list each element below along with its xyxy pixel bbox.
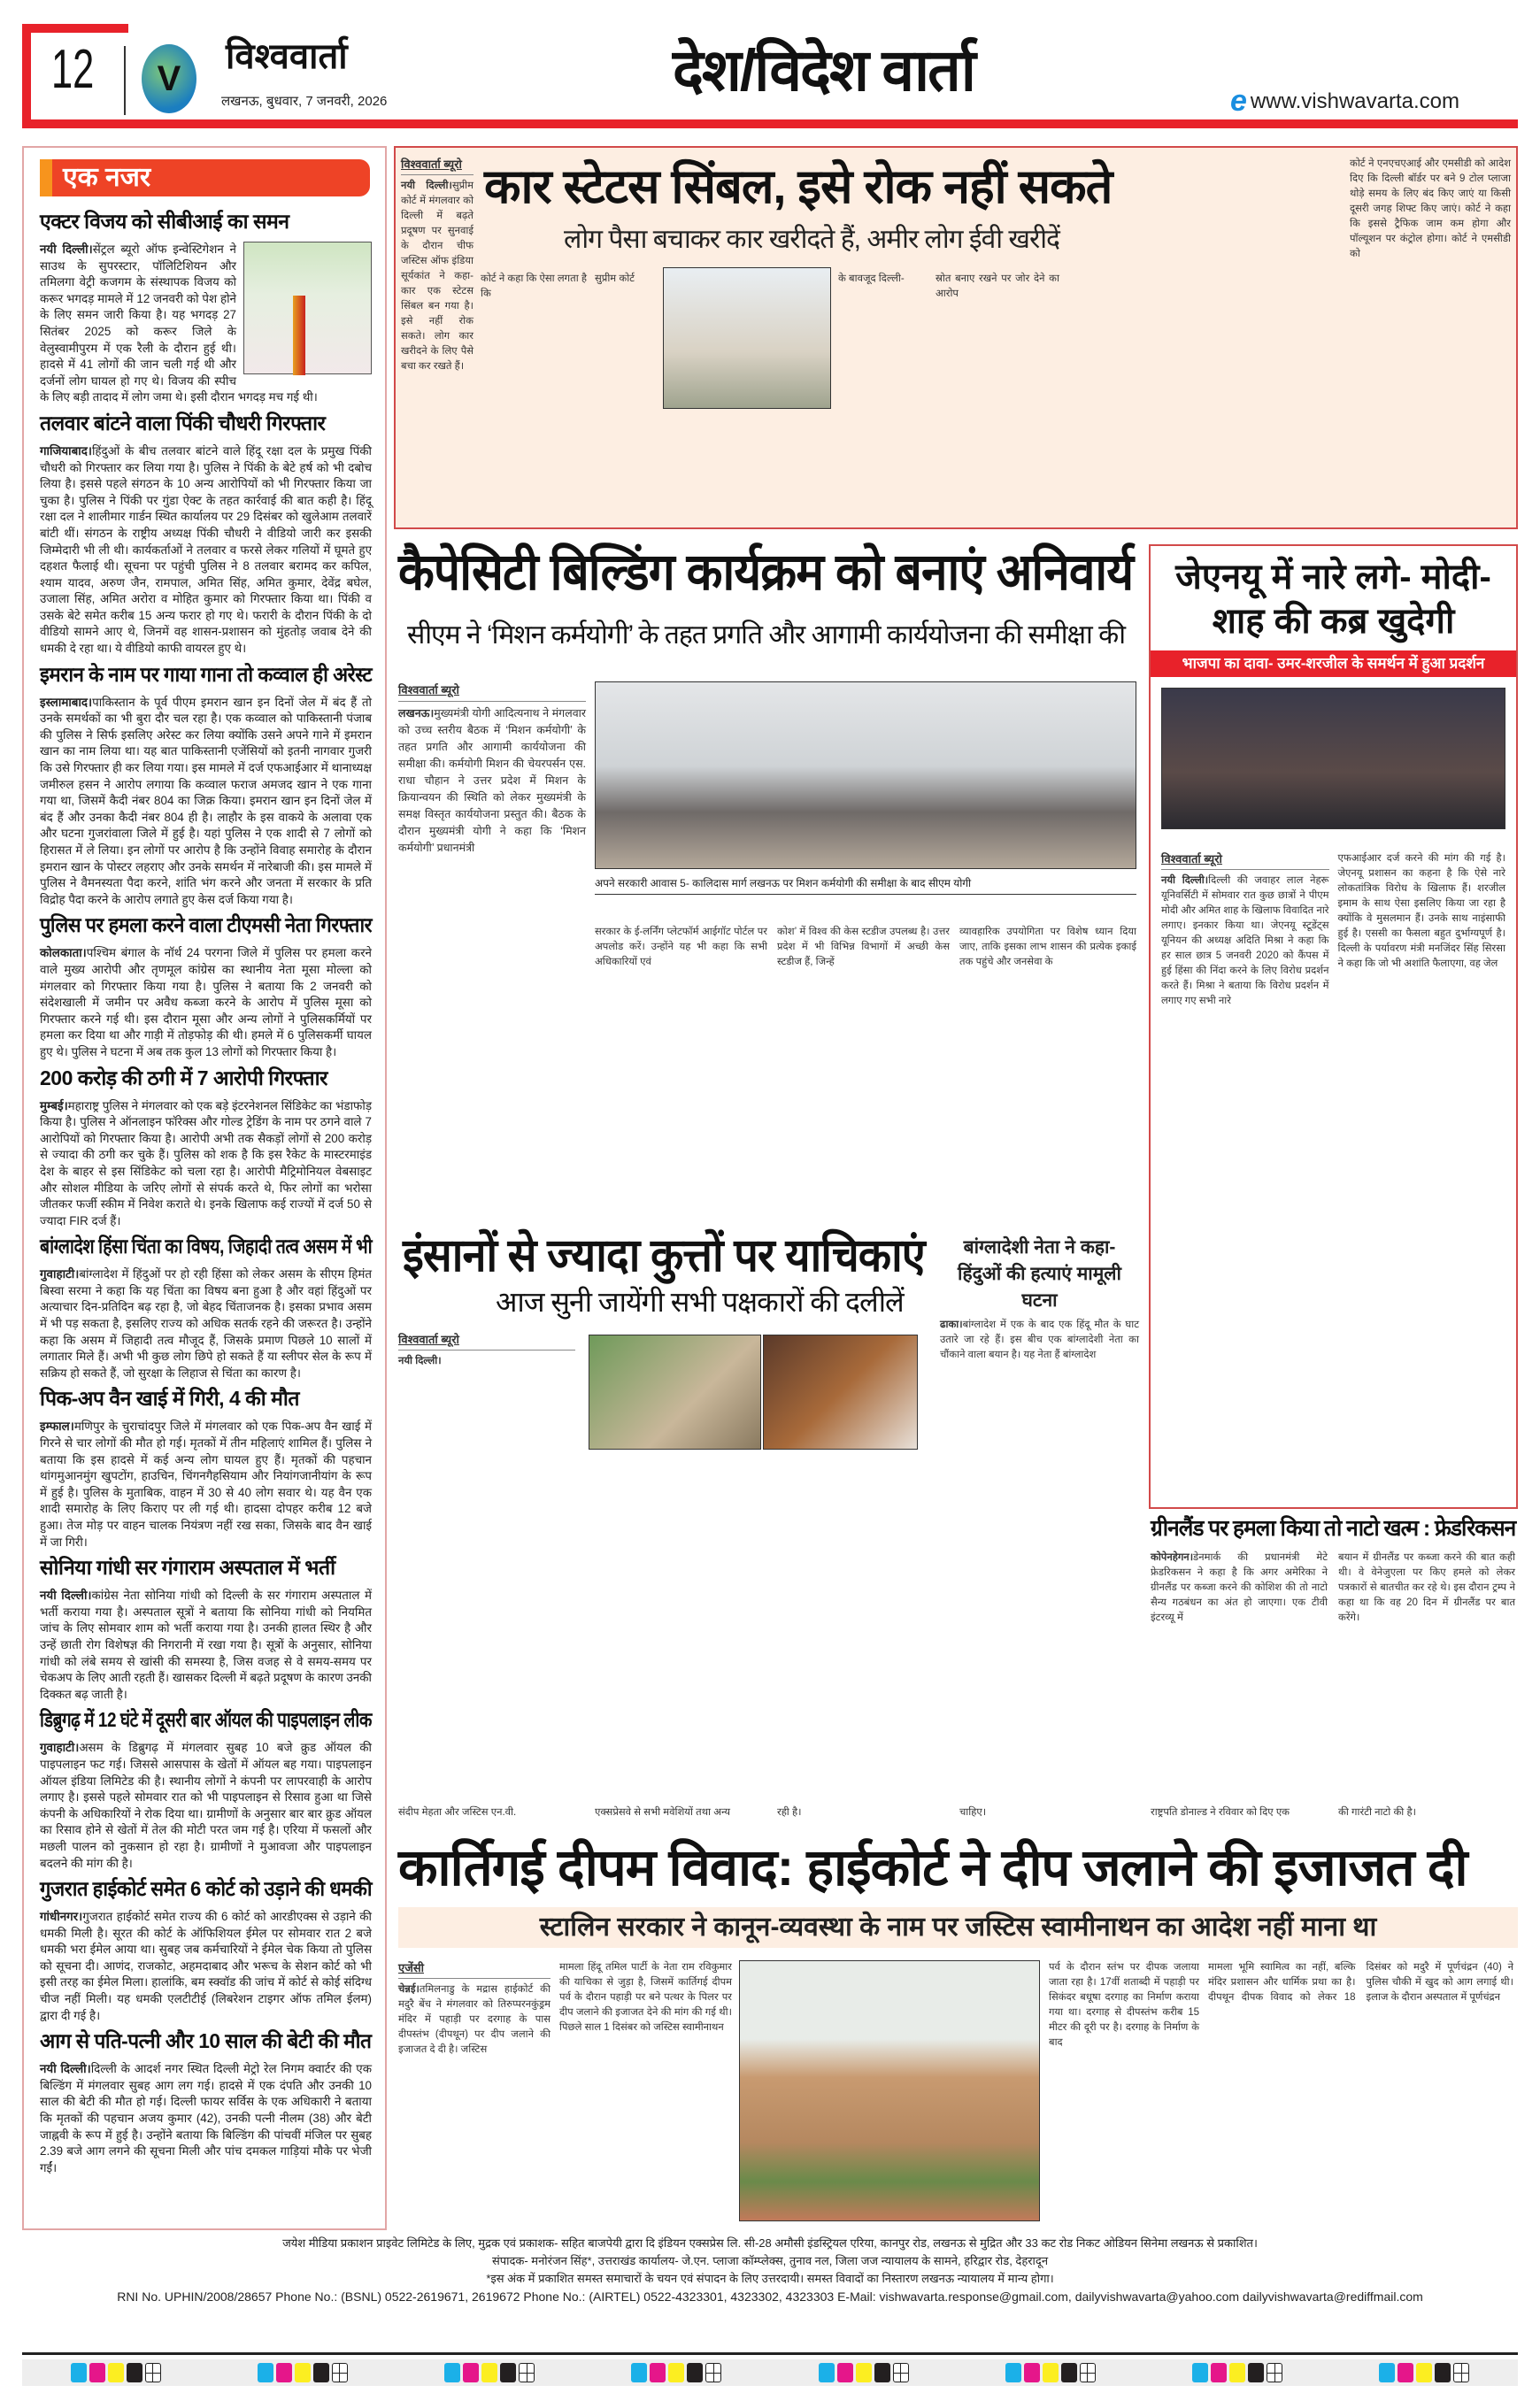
body-text: कोर्ट ने एनएचएआई और एमसीडी को आदेश दिए कि दिल्ली बॉर्डर पर बने 9 टोल प्लाजा थोड़े समय के लिए बंद किए जाएं या किसी दूसरी जगह शिफ्ट किए जाएं। कोर्ट ने कहा कि इससे ट्रैफिक जाम कम होगा और पॉल्यूशन पर कंट्रोल होगा। कोर्ट ने एमसीडी को — [1350, 158, 1511, 259]
masthead-rule — [22, 119, 1518, 128]
story-body — [40, 1266, 372, 1381]
body-text: व्यावहारिक उपयोगिता पर विशेष ध्यान दिया जाए, ताकि इसका लाभ शासन की प्रत्येक इकाई तक पहुंचे और जनसेवा के — [959, 927, 1136, 967]
story-body — [40, 945, 372, 1060]
color-swatch — [463, 2363, 479, 2382]
color-swatch — [1416, 2363, 1432, 2382]
website-url[interactable]: www.vishwavarta.com — [1250, 88, 1459, 113]
body-text: कांग्रेस नेता सोनिया गांधी को दिल्ली के सर गंगाराम अस्पताल में भर्ती कराया गया है। अस्पताल सूत्रों ने बताया कि सोनिया गांधी को नियमित जांच के लिए सोमवार शाम को भर्ती कराया गया है। उनकी हालत स्थिर है और उन्हें छाती रोग विशेषज्ञ की निगरानी में रखा गया है। सूत्रों के अनुसार, सोनिया गांधी को लंबे समय से खांसी की समस्या है, जिस वजह से वे समय-समय पर चेकअप के लिए आती रहती हैं। खासकर दिल्ली में बढ़ते प्रदूषण के कारण उनकी दिक्कत बढ़ जाती है। — [40, 1589, 372, 1701]
story-headline: तलवार बांटने वाला पिंकी चौधरी गिरफ्तार — [40, 411, 326, 435]
story-headline: सोनिया गांधी सर गंगाराम अस्पताल में भर्ती — [40, 1556, 335, 1580]
body-text: पर्व के दौरान स्तंभ पर दीपक जलाया जाता रहा है। 17वीं शताब्दी में पहाड़ी पर सिकंदर बधूषा दरगाह का निर्माण कराया गया था। दरगाह से दीपस्तंभ करीब 15 मीटर की दूरी पर है। दरगाह के निर्माण के बाद — [1049, 1962, 1199, 2048]
color-swatch-group — [258, 2363, 348, 2382]
body-text: बांग्लादेश में हिंदुओं पर हो रही हिंसा को लेकर असम के सीएम हिमंत बिस्वा सरमा ने कहा कि यह चिंता का विषय बना हुआ है और वहां हिंदुओं पर अत्याचार दिन-प्रतिदिन बढ़ रहा है, जो बेहद चिंताजनक है। इसका प्रभाव असम में भी पड़ सकता है, इसलिए राज्य को अधिक सतर्क रहने की जरूरत है। उन्होंने कहा कि असम में जिहादी तत्व मौजूद हैं, जिसके प्रमाण पिछले 10 सालों में लगातार मिले हैं। अभी भी कुछ लोग छिपे हो सकते हैं या स्लीपर सेल के रूप में सक्रिय हो सकते हैं, जो सुरक्षा के लिहाज से चिंता का कारण है। — [40, 1267, 372, 1380]
masthead-accent-top — [22, 24, 128, 33]
jnu-col1 — [1161, 851, 1329, 1009]
story-headline: इमरान के नाम पर गाया गाना तो कव्वाल ही अरेस्ट — [40, 662, 373, 686]
color-swatch — [295, 2363, 311, 2382]
color-swatch — [276, 2363, 292, 2382]
body-text: की गारंटी नाटो की है। — [1338, 1807, 1416, 1818]
capacity-subhead: सीएम ने ‘मिशन कर्मयोगी’ के तहत प्रगति और आगामी कार्ययोजना की समीक्षा की — [407, 620, 1125, 650]
color-swatch — [1435, 2363, 1451, 2382]
dogs-photo — [589, 1335, 761, 1450]
color-swatch — [71, 2363, 87, 2382]
vijay-photo — [243, 242, 372, 374]
color-swatch — [874, 2363, 890, 2382]
dateline: लखनऊ। — [398, 707, 435, 720]
color-swatch — [1211, 2363, 1227, 2382]
color-swatch — [687, 2363, 703, 2382]
jnu-protest-photo — [1161, 688, 1505, 829]
body-text: चाहिए। — [959, 1807, 987, 1818]
byline: विश्ववार्ता ब्यूरो — [1161, 851, 1329, 870]
masthead-accent-left — [22, 24, 31, 128]
registration-mark-icon — [893, 2363, 909, 2382]
color-swatch — [668, 2363, 684, 2382]
byline: एजेंसी — [398, 1960, 551, 1979]
dateline: नयी दिल्ली। — [398, 1356, 442, 1366]
dateline: गांधीनगर। — [40, 1910, 83, 1924]
color-swatch — [1398, 2363, 1413, 2382]
registration-mark-icon — [332, 2363, 348, 2382]
story-headline: बांग्लादेश हिंसा चिंता का विषय, जिहादी तत्व असम में भी — [40, 1235, 373, 1258]
section-title: देश/विदेश वार्ता — [673, 37, 974, 103]
body-text: बांग्लादेश में एक के बाद एक हिंदू मौत के घाट उतारे जा रहे हैं। इस बीच एक बांग्लादेशी नेता का चौंकाने वाला बयान है। यह नेता हैं बांग्लादेश — [940, 1320, 1139, 1360]
color-swatch-group — [1005, 2363, 1096, 2382]
story-headline: 200 करोड़ की ठगी में 7 आरोपी गिरफ्तार — [40, 1066, 327, 1089]
color-swatch — [108, 2363, 124, 2382]
dateline: गुवाहाटी। — [40, 1267, 80, 1281]
color-swatch — [650, 2363, 666, 2382]
color-swatch-group — [444, 2363, 535, 2382]
registration-mark-icon — [1267, 2363, 1282, 2382]
story-body — [40, 1909, 372, 2024]
registration-mark-icon — [145, 2363, 161, 2382]
color-swatch — [127, 2363, 142, 2382]
body-text: एफआईआर दर्ज करने की मांग की गई है। जेएनयू प्रशासन का कहना है कि ऐसे नारे लोकतांत्रिक विरोध के खिलाफ हैं। शरजील इमाम के साथ ऐसा इसलिए किया जा रहा है क्योंकि वे मुसलमान हैं। उनके साथ नाइंसाफी हुई है। एससी का फैसला बहुत दुर्भाग्यपूर्ण है। दिल्ली के पर्यावरण मंत्री मनजिंदर सिंह सिरसा ने कहा कि जो भी अशांति फैलाएगा, वह जेल — [1337, 853, 1505, 969]
dateline: चेन्नई। — [398, 1984, 420, 1995]
body-text: के बावजूद दिल्ली- — [838, 273, 905, 284]
color-swatch — [1192, 2363, 1208, 2382]
body-text: रही है। — [777, 1807, 802, 1818]
body-text: असम के डिब्रुगढ़ में मंगलवार सुबह 10 बजे क्रुड ऑयल की पाइपलाइन फट गई। जिससे आसपास के खेतों में ऑयल बह गया। पाइपलाइन ऑयल इंडिया लिमिटेड की है। स्थानीय लोगों ने कंपनी पर लापरवाही के आरोप लगाए है। इससे पहले सोमवार रात को भी पाइपलाइन से रिसाव हुआ था जिसे कंपनी के अधिकारियों ने रोक दिया था। ग्रामीणों के अनुसार बार बार क्रुड ऑयल का रिसाव होने से खेतों में तेल की मोटी परत जम गई है। एरिया में फसलों और मछली पालन को नुकसान हो रहा है। ग्रामीणों ने मुआवजा और पाइपलाइन बदलने की मांग की है। — [40, 1741, 372, 1870]
color-swatch-group — [819, 2363, 909, 2382]
dateline: नयी दिल्ली। — [40, 2062, 91, 2076]
body-text: पाकिस्तान के पूर्व पीएम इमरान खान इन दिनों जेल में बंद हैं तो उनके समर्थकों का भी बुरा दौर चल रहा है। एक कव्वाल को पाकिस्तानी पंजाब की पुलिस ने सिर्फ इसलिए अरेस्ट कर लिया क्योंकि उसने अपने गाने में इमरान खान का नाम लिया था। यह बात पाकिस्तानी एजेंसियों को इतनी नागवार गुजरी कि उसे गिरफ्तार ही कर लिया गया। इस मामले में दर्ज एफआईआर में थानाध्यक्ष जमीरुल हसन ने आरोप लगाया कि कव्वाल फराज अमजद खान ने एक गाना गया था, जिसमें कैदी नंबर 804 का जिक्र किया। इमरान खान इन दिनों जेल में बंद हैं और उनका कैदी नंबर 804 ही है। लाहौर के इस वाकये के अलावा एक और घटना गुजरांवाला जिले में हुई है। यहां पुलिस ने एक शादी से 7 लोगों को हिरासत में ले लिया। इन लोगों पर आरोप है कि उन्होंने विवाह समारोह के दौरान इमरान खान के पोस्टर लहराए और उनके समर्थन में नारेबाजी की। इस मामले में पुलिस ने वैमनस्यता पैदा करने, शांति भंग करने और जनता में सरकार के प्रति विद्रोह पैदा करने के आरोप लगाते हुए केस दर्ज किया गया है। — [40, 695, 372, 906]
body-text: मुख्यमंत्री योगी आदित्यनाथ ने मंगलवार को उच्च स्तरीय बैठक में ‘मिशन कर्मयोगी’ के तहत प्रगति और आगामी कार्ययोजना की समीक्षा की। कर्मयोगी मिशन की चेयरपर्सन एस. राधा चौहान ने उत्तर प्रदेश में मिशन के क्रियान्वयन की स्थिति को लेकर मुख्यमंत्री के समक्ष विस्तृत कार्ययोजना प्रस्तुत की। बैठक के दौरान मुख्यमंत्री योगी ने कहा कि ‘मिशन कर्मयोगी’ प्रधानमंत्री — [398, 707, 586, 854]
body-text: सरकार के ई-लर्निंग प्लेटफॉर्म आईगॉट पोर्टल पर अपलोड करें। उन्होंने यह भी कहा कि सभी अधिकारियों एवं — [595, 927, 767, 967]
color-swatch — [1024, 2363, 1040, 2382]
color-swatch — [258, 2363, 273, 2382]
color-swatch — [481, 2363, 497, 2382]
body-text: महाराष्ट्र पुलिस ने मंगलवार को एक बड़े इंटरनेशनल सिंडिकेट का भंडाफोड़ किया है। पुलिस ने ऑनलाइन फॉरेक्स और गोल्ड ट्रेडिंग के नाम पर ठगने वाले 7 आरोपियों को गिरफ्तार किया है। आरोपी अभी तक सैकड़ों लोगों से 200 करोड़ से ज्यादा की ठगी कर चुके हैं। पुलिस को शक है कि इस रैकेट के मास्टरमाइंड देश के बाहर से इस सिंडिकेट को चला रहा है। आरोपी मैट्रिमोनियल वेबसाइट और सोशल मीडिया के जरिए लोगों से संपर्क करते थे, फिर लोगों का भरोसा जीतकर फर्जी स्कीम में निवेश कराते थे। इनके खिलाफ कई राज्यों में दर्ज 50 से ज्यादा FIR दर्ज हैं। — [40, 1098, 372, 1227]
body-text: मामला हिंदू तमिल पार्टी के नेता राम रविकुमार की याचिका से जुड़ा है, जिसमें कार्तिगई दीपम पर्व के दौरान पहाड़ी पर बने पत्थर के पिलर पर दीप जलाने की इजाजत देने की मांग की गई थी। पिछले साल 1 दिसंबर को जस्टिस स्वामीनाथन — [559, 1962, 732, 2033]
color-swatch-group — [631, 2363, 721, 2382]
divider — [124, 46, 126, 115]
dateline: कोपेनहेगन। — [1151, 1552, 1194, 1563]
color-swatch-group — [1379, 2363, 1469, 2382]
color-swatch — [1061, 2363, 1077, 2382]
body-text: दिल्ली की जवाहर लाल नेहरू यूनिवर्सिटी में सोमवार रात कुछ छात्रों ने पीएम मोदी और अमित शाह के खिलाफ विवादित नारे लगाए। इनकार किया था। जेएनयू स्टूडेंट्स यूनियन की अध्यक्ष अदिति मिश्रा ने कहा कि हर साल छात्र 5 जनवरी 2020 को कैंपस में हुई हिंसा की निंदा करने के लिए विरोध प्रदर्शन करते हैं। मिश्रा ने बताया कि विरोध प्रदर्शन में लगाए गए सभी नारे — [1161, 875, 1329, 1006]
story-body — [40, 1098, 372, 1230]
story-headline: गुजरात हाईकोर्ट समेत 6 कोर्ट को उड़ाने की धमकी — [40, 1877, 373, 1901]
color-swatch-group — [71, 2363, 161, 2382]
story-body — [40, 1419, 372, 1551]
edition-dateline: लखनऊ, बुधवार, 7 जनवरी, 2026 — [221, 94, 388, 109]
imprint-contact: RNI No. UPHIN/2008/28657 Phone No.: (BSNL) 0522-2619671, 2619672 Phone No.: (AIRTEL) 0522-4323301, 4323302, 4323303 E-Mail: vishwavarta.response@gmail.com, dailyvishwavarta@yahoo.com dailyvishwavarta@rediffmail.com — [117, 2289, 1423, 2304]
color-registration-strip — [22, 2359, 1518, 2386]
dateline: गाजियाबाद। — [40, 443, 92, 458]
story-body — [40, 242, 372, 406]
subhead: लोग पैसा बचाकर कार खरीदते हैं, अमीर लोग ईवी खरीदें — [564, 225, 1059, 254]
headline: जेएनयू में नारे लगे- मोदी-शाह की कब्र खुदेगी — [1175, 558, 1491, 641]
deepam-subhead: स्टालिन सरकार ने कानून-व्यवस्था के नाम पर जस्टिस स्वामीनाथन का आदेश नहीं माना था — [539, 1912, 1377, 1942]
dateline: इस्लामाबाद। — [40, 695, 93, 709]
dateline: नयी दिल्ली। — [401, 181, 452, 191]
story-body — [40, 1740, 372, 1872]
story-body — [40, 2061, 372, 2176]
color-swatch — [856, 2363, 872, 2382]
capacity-col1 — [398, 681, 586, 857]
body-text: डेनमार्क की प्रधानमंत्री मेटे फ्रेडरिकसन ने कहा है कि अगर अमेरिका ने ग्रीनलैंड पर कब्जा करने की कोशिश की तो नाटो सैन्य गठबंधन का अंत हो जाएगा। एक टीवी इंटरव्यू में — [1151, 1552, 1328, 1623]
registration-mark-icon — [705, 2363, 721, 2382]
dateline: कोलकाता। — [40, 946, 87, 960]
body-text: पश्चिम बंगाल के नॉर्थ 24 परगना जिले में पुलिस पर हमला करने वाले मुख्य आरोपी और तृणमूल कांग्रेस का स्थानीय नेता मूसा मोल्ला को मंगलवार को गिरफ्तार किया गया है। पुलिस ने बताया कि 2 जनवरी को संदेशखाली में जमीन पर अवैध कब्जा करने के आरोप में पुलिस मूसा को गिरफ्तार करने गई थी। इस दौरान मूसा और अन्य लोगों ने पुलिसकर्मियों पर हमला कर दिया था और गाड़ी में तोड़फोड़ की थी। हमले में 6 पुलिसकर्मी घायल हुए थे। पुलिस ने घटना में अब तक कुल 13 लोगों को गिरफ्तार किया है। — [40, 946, 372, 1058]
deepam-headline: कार्तिगई दीपम विवाद: हाईकोर्ट ने दीप जलाने की इजाजत दी — [398, 1839, 1467, 1897]
body-text: मामला भूमि स्वामित्व का नहीं, बल्कि मंदिर प्रशासन और धार्मिक प्रथा का है। दीपथून दीपक विवाद को लेकर 18 दिसंबर को मदुरै में पूर्णचंद्रन (40) ने पुलिस चौकी में खुद को आग लगाई थी। इलाज के दौरान अस्पताल में पूर्णचंद्रन — [1208, 1962, 1513, 2003]
story-headline: डिब्रुगढ़ में 12 घंटे में दूसरी बार ऑयल की पाइपलाइन लीक — [40, 1708, 372, 1732]
dogs-col1 — [398, 1332, 575, 1369]
byline: विश्ववार्ता ब्यूरो — [398, 1332, 575, 1351]
greenland-headline: ग्रीनलैंड पर हमला किया तो नाटो खत्म : फ्रेडरिकसन — [1151, 1516, 1516, 1541]
body-text: गुजरात हाईकोर्ट समेत राज्य की 6 कोर्ट को आरडीएक्स से उड़ाने की धमकी मिली है। सूरत की कोर्ट के ऑफिशियल ईमेल पर सोमवार रात 2 बजे धमकी भरा ईमेल आया था। सुबह जब कर्मचारियों ने ईमेल चेक किया तो पुलिस को सूचना दी। आणंद, राजकोट, अहमदाबाद और भरूच के सेशन कोर्ट को भी इसी तरह का ईमेल मिला। हालांकि, बम स्क्वॉड की जांच में कोर्ट से कोई संदिग्ध चीज नहीं मिली। यह धमकी एलटीटीई (लिबरेशन टाइगर ऑफ तमिल ईलम) द्वारा दी गई है। — [40, 1910, 372, 2022]
byline: विश्ववार्ता ब्यूरो — [401, 157, 474, 175]
story-headline: पुलिस पर हमला करने वाला टीएमसी नेता गिरफ्तार — [40, 913, 373, 937]
body-text: तमिलनाडु के मद्रास हाईकोर्ट की मदुरै बेंच ने मंगलवार को तिरुप्परनकुंड्रम मंदिर में पहाड़ी पर दरगाह के पास दीपस्तंभ (दीपथून) पर दीप जलाने की इजाजत दे दी है। जस्टिस — [398, 1984, 551, 2055]
color-swatch — [631, 2363, 647, 2382]
photo-caption: अपने सरकारी आवास 5- कालिदास मार्ग लखनऊ पर मिशन कर्मयोगी की समीक्षा के बाद सीएम योगी — [595, 872, 1136, 895]
bangladesh-story — [940, 1235, 1139, 1363]
dateline: इम्फाल। — [40, 1420, 74, 1434]
ek-nazar-banner: एक नजर — [40, 159, 370, 196]
body-text: सेंट्रल ब्यूरो ऑफ इन्वेस्टिगेशन ने साउथ के सुपरस्टार, पॉलिटिशियन और तमिलगा वेट्री कजगम के संस्थापक विजय को करूर भगदड़ मामले में 12 जनवरी को पेश होने के लिए समन जारी किया है। यह भगदड़ 27 सितंबर 2025 को करूर जिले के वेलुस्वामीपुरम में एक रैली के दौरान हुई थी। हादसे में 41 लोगों की जान चली गई थी और दर्जनों लोग घायल हो गए थे। विजय की स्पीच के लिए बड़ी तादाद में लोग जमा थे। इसी दौरान भगदड़ मच गई थी। — [40, 242, 318, 404]
body-text: एक्सप्रेसवे से सभी मवेशियों तथा अन्य — [595, 1807, 731, 1818]
story-headline: एक्टर विजय को सीबीआई का समन — [40, 210, 289, 233]
temple-hill-photo — [739, 1960, 1040, 2221]
byline: विश्ववार्ता ब्यूरो — [398, 681, 586, 702]
page-number: 12 — [51, 39, 95, 100]
supreme-court-photo — [663, 267, 831, 409]
dateline: गुवाहाटी। — [40, 1741, 80, 1755]
capacity-headline: कैपेसिटी बिल्डिंग कार्यक्रम को बनाएं अनिवार्य — [398, 543, 1134, 601]
brand-name: विश्ववार्ता — [226, 37, 348, 76]
dateline: नयी दिल्ली। — [1161, 875, 1209, 886]
cm-meeting-photo — [595, 681, 1136, 869]
jnu-story — [1149, 544, 1518, 1509]
body-text: स्रोत बनाए रखने पर जोर देने का आरोप — [936, 273, 1059, 299]
color-swatch — [1005, 2363, 1021, 2382]
registration-mark-icon — [519, 2363, 535, 2382]
color-swatch — [89, 2363, 105, 2382]
browser-icon: e — [1230, 84, 1247, 118]
website-link[interactable] — [1230, 84, 1459, 119]
color-swatch — [1229, 2363, 1245, 2382]
gavel-photo — [763, 1335, 918, 1450]
imprint-line: संपादक- मनोरंजन सिंह*, उत्तराखंड कार्यालय- जे.एन. प्लाजा कॉम्प्लेक्स, तुनाव नल, जिला जज न्यायालय के सामने, हरिद्वार रोड, देहरादून — [491, 2254, 1049, 2267]
body-text: दिल्ली के आदर्श नगर स्थित दिल्ली मेट्रो रेल निगम क्वार्टर की एक बिल्डिंग में मंगलवार सुबह आग लग गई। हादसे में एक दंपति और उनकी 10 साल की बेटी की मौत हो गई। दिल्ली फायर सर्विस के एक अधिकारी ने बताया कि मृतकों की पहचान अजय कुमार (42), उनकी पत्नी नीलम (38) और बेटी जाह्नवी के रूप में हुई है। उन्होंने बताया कि बिल्डिंग की पांचवीं मंजिल पर सुबह 2.39 बजे आग लगने की सूचना मिली और पांच दमकल गाड़ियां मौके पर भेजी गईं। — [40, 2062, 372, 2174]
imprint — [0, 2235, 1540, 2305]
bangladesh-body — [940, 1318, 1139, 1363]
deepam-col1 — [398, 1960, 551, 2058]
body-text: सुप्रीम कोर्ट — [595, 273, 635, 284]
dateline: मुम्बई। — [40, 1098, 68, 1112]
body-text: सुप्रीम कोर्ट में मंगलवार को दिल्ली में बढ़ते प्रदूषण पर सुनवाई के दौरान चीफ जस्टिस ऑफ इंडिया सूर्यकांत ने कहा- कार एक स्टेटस सिंबल बन गया है। इसे नहीं रोक सकते। लोग कार खरीदने के लिए पैसे बचा कर रखते हैं। — [401, 181, 474, 372]
body-text: हिंदुओं के बीच तलवार बांटने वाले हिंदू रक्षा दल के प्रमुख पिंकी चौधरी को गिरफ्तार कर लिया गया है। पुलिस ने पिंकी के बेटे हर्ष को भी दबोच लिया है। इससे पहले संगठन के 10 अन्य आरोपियों को भी गिरफ्तार किया जा चुका है। पुलिस ने पिंकी पर गुंडा ऐक्ट के तहत कार्रवाई की बात कही है। हिंदू रक्षा दल ने शालीमार गार्डन स्थित कार्यालय पर 29 दिसंबर को खुलेआम तलवारें बांटी थीं। संगठन के राष्ट्रीय अध्यक्ष पिंकी चौधरी ने वीडियो जारी कर इसकी जिम्मेदारी भी ली थी। कार्यकर्ताओं ने तलवार व फरसे लेकर गलियों में घूमते हुए दहशत फैलाई थी। सूचना पर पहुंची पुलिस ने 8 तलवार बरामद कर कपिल, श्याम यादव, अरुण जैन, रामपाल, अमित सिंह, अमित कुमार, देवेंद्र बघेल, उजाला सिंह, अमित अरोरा व मोहित कुमार को गिरफ्तार किया था। पिंकी व उसके बेटे समेत करीब 15 अन्य फरार हो गए थे। फरारी के दौरान पिंकी के दो वीडियो सामने आए थे, जिनमें वह शासन-प्रशासन को मुंहतोड़ जवाब देने की धमकी दे रहा था। ये वीडियो काफी वायरल हुए थे। — [40, 443, 372, 656]
color-swatch — [1379, 2363, 1395, 2382]
color-swatch — [1248, 2363, 1264, 2382]
greenland-col1 — [1151, 1551, 1328, 1626]
color-swatch — [444, 2363, 460, 2382]
registration-mark-icon — [1080, 2363, 1096, 2382]
color-swatch — [837, 2363, 853, 2382]
body-text: बयान में ग्रीनलैंड पर कब्जा करने की बात कही थी। वे वेनेजुएला पर किए हमले को लेकर पत्रकारों से बातचीत कर रहे थे। इस दौरान ट्रम्प ने कहा था कि वह 20 दिन में ग्रीनलैंड पर बात करेंगे। — [1338, 1552, 1515, 1623]
body-text: कोश’ में विश्व की केस स्टडीज उपलब्ध है। उत्तर प्रदेश में भी विभिन्न विभागों में अच्छी केस स्टडीज हैं, जिन्हें — [777, 927, 950, 967]
car-story-col1 — [401, 157, 474, 374]
imprint-line: *इस अंक में प्रकाशित समस्त समाचारों के चयन एवं संपादन के लिए उत्तरदायी। समस्त विवादों का निस्तारण लखनऊ न्यायालय में मान्य होगा। — [486, 2272, 1054, 2285]
dogs-headline: इंसानों से ज्यादा कुत्तों पर याचिकाएं — [403, 1230, 925, 1281]
strap: भाजपा का दावा- उमर-शरजील के समर्थन में हुआ प्रदर्शन — [1151, 650, 1516, 677]
dateline: ढाका। — [940, 1320, 963, 1330]
story-body — [40, 443, 372, 658]
footer-rule — [22, 2352, 1518, 2355]
deepam-subhead-band — [398, 1907, 1518, 1948]
bangladesh-headline: बांग्लादेशी नेता ने कहा- हिंदुओं की हत्याएं मामूली घटना — [958, 1237, 1121, 1311]
headline: कार स्टेटस सिंबल, इसे रोक नहीं सकते — [484, 160, 1113, 213]
brand-logo-icon: V — [142, 44, 196, 113]
imprint-line: जयेश मीडिया प्रकाशन प्राइवेट लिमिटेड के लिए, मुद्रक एवं प्रकाशक- सहित बाजपेयी द्वारा दि इंडियन एक्सप्रेस लि. सी-28 अमौसी इंडस्ट्रियल एरिया, कानपुर रोड, लखनऊ से मुद्रित और 33 कट रोड निकट ओडियन सिनेमा लखनऊ से प्रकाशित। — [282, 2236, 1258, 2250]
color-swatch — [1043, 2363, 1059, 2382]
body-text: कोर्ट ने कहा कि ऐसा लगता है कि — [481, 273, 587, 299]
body-text: संदीप मेहता और जस्टिस एन.वी. — [398, 1807, 517, 1818]
story-body — [40, 695, 372, 909]
registration-mark-icon — [1453, 2363, 1469, 2382]
color-swatch — [313, 2363, 329, 2382]
ek-nazar-stories — [40, 205, 372, 2180]
car-story — [394, 146, 1518, 529]
story-headline: पिक-अप वैन खाई में गिरी, 4 की मौत — [40, 1387, 299, 1411]
story-headline: आग से पति-पत्नी और 10 साल की बेटी की मौत — [40, 2029, 372, 2053]
story-body — [40, 1588, 372, 1703]
dateline: नयी दिल्ली। — [40, 242, 93, 256]
color-swatch — [500, 2363, 516, 2382]
jnu-columns — [1161, 851, 1505, 1009]
dateline: नयी दिल्ली। — [40, 1589, 92, 1603]
dogs-subhead: आज सुनी जायेंगी सभी पक्षकारों की दलीलें — [496, 1286, 904, 1318]
color-swatch-group — [1192, 2363, 1282, 2382]
body-text: राष्ट्रपति डोनाल्ड ने रविवार को दिए एक — [1151, 1807, 1290, 1818]
body-text: मणिपुर के चुराचांदपुर जिले में मंगलवार को एक पिक-अप वैन खाई में गिरने से चार लोगों की मौत हो गई। मृतकों में तीन महिलाएं शामिल हैं। पुलिस ने बताया कि इस हादसे में कई अन्य लोग घायल हुए हैं। मृतकों की पहचान थांगमुआनमुंग खुपटोंग, हाउचिन, चिंगनगैहसियाम और नियांगजानीयांग के रूप में हुई है। पुलिस के मुताबिक, वाहन में 30 से 40 लोग सवार थे। यह वैन एक शादी समारोह के लिए किराए पर ली गई थी। हादसा दोपहर करीब 12 बजे हुआ। तेज मोड़ पर वाहन चालक नियंत्रण नहीं रख सका, जिसके बाद वैन खाई में जा गिरी। — [40, 1420, 372, 1549]
color-swatch — [819, 2363, 835, 2382]
